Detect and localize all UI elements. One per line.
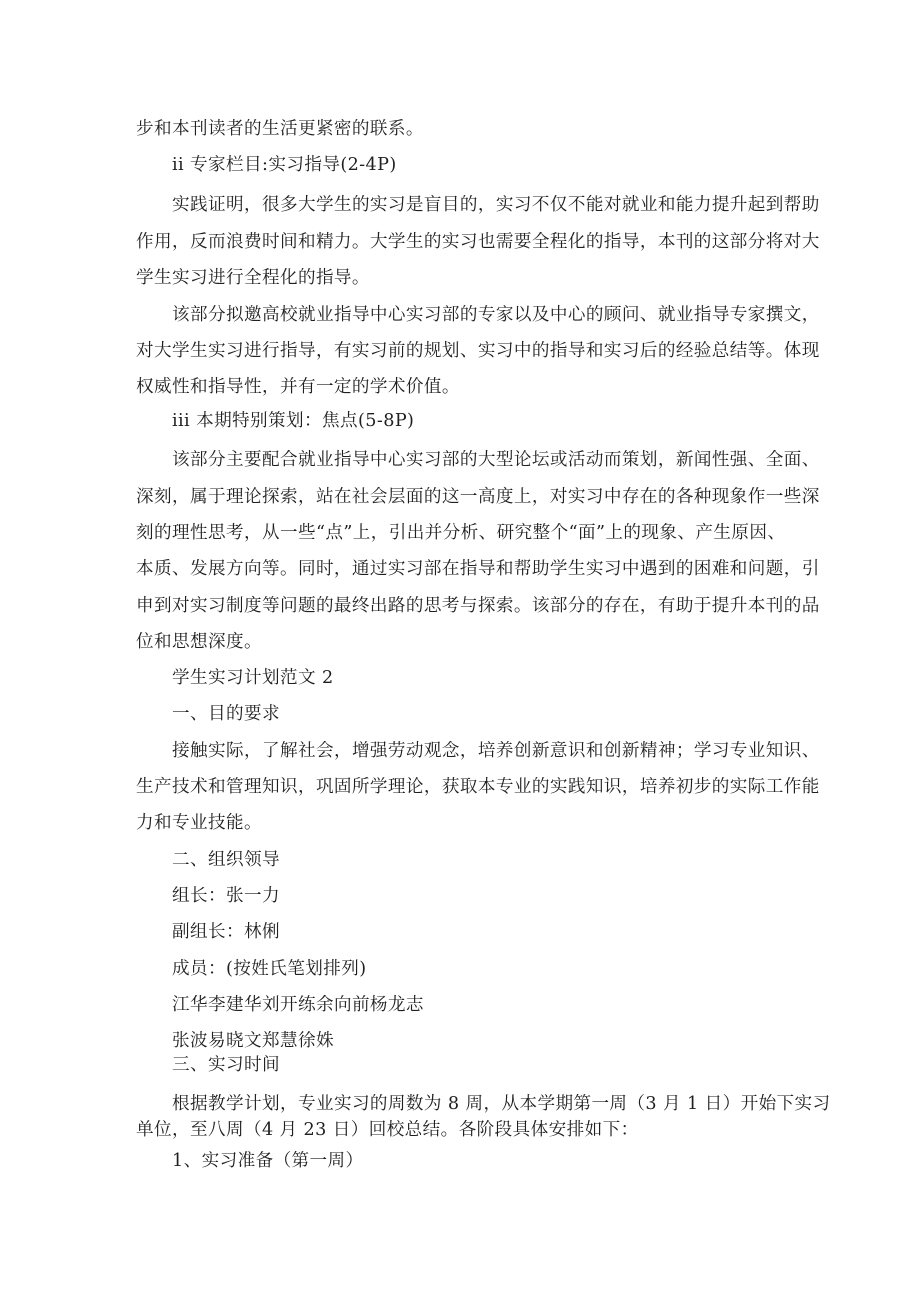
paragraph-line: 深刻，属于理论探索，站在社会层面的这一高度上，对实习中存在的各种现象作一些深 [136,487,820,507]
paragraph-line: 根据教学计划，专业实习的周数为 8 周，从本学期第一周（3 月 1 日）开始下实习 [172,1094,831,1114]
paragraph-line: 申到对实习制度等问题的最终出路的思考与探索。该部分的存在，有助于提升本刊的品 [136,596,820,616]
section-heading-organization: 二、组织领导 [172,850,280,870]
section-heading-internship-time: 三、实习时间 [172,1055,280,1075]
section-heading-special-feature: iii 本期特别策划：焦点(5-8P) [172,411,415,431]
paragraph-line: 位和思想深度。 [136,632,262,652]
paragraph-line: 刻的理性思考，从一些“点”上，引出并分析、研究整个“面”上的现象、产生原因、 [136,523,786,543]
members-list-line: 江华李建华刘开练余向前杨龙志 [172,995,424,1015]
paragraph-line: 对大学生实习进行指导，有实习前的规划、实习中的指导和实习后的经验总结等。体现 [136,341,820,361]
paragraph-line: 权威性和指导性，并有一定的学术价值。 [136,377,460,397]
paragraph-line: 力和专业技能。 [136,813,262,833]
paragraph-line: 生产技术和管理知识，巩固所学理论，获取本专业的实践知识，培养初步的实际工作能 [136,777,820,797]
paragraph-line: 本质、发展方向等。同时，通过实习部在指导和帮助学生实习中遇到的困难和问题，引 [136,559,820,579]
deputy-leader-line: 副组长：林俐 [172,922,280,942]
paragraph-line: 该部分拟邀高校就业指导中心实习部的专家以及中心的顾问、就业指导专家撰文， [172,305,820,325]
paragraph-line: 实践证明，很多大学生的实习是盲目的，实习不仅不能对就业和能力提升起到帮助 [172,195,820,215]
members-heading: 成员：(按姓氏笔划排列) [172,959,367,979]
paragraph-line: 单位，至八周（4 月 23 日）回校总结。各阶段具体安排如下： [136,1120,639,1140]
paragraph-line: 该部分主要配合就业指导中心实习部的大型论坛或活动而策划，新闻性强、全面、 [172,450,820,470]
document-title: 学生实习计划范文 2 [172,668,334,688]
members-list-line: 张波易晓文郑慧徐姝 [172,1031,334,1051]
subsection-heading-preparation: 1、实习准备（第一周） [172,1151,364,1171]
team-leader-line: 组长：张一力 [172,886,280,906]
paragraph-line: 作用，反而浪费时间和精力。大学生的实习也需要全程化的指导，本刊的这部分将对大 [136,232,820,252]
paragraph-line: 接触实际，了解社会，增强劳动观念，培养创新意识和创新精神；学习专业知识、 [172,741,820,761]
section-heading-expert-column: ii 专家栏目:实习指导(2-4P) [172,155,397,175]
section-heading-objectives: 一、目的要求 [172,704,280,724]
paragraph-line: 学生实习进行全程化的指导。 [136,268,370,288]
paragraph-line: 步和本刊读者的生活更紧密的联系。 [136,119,424,139]
